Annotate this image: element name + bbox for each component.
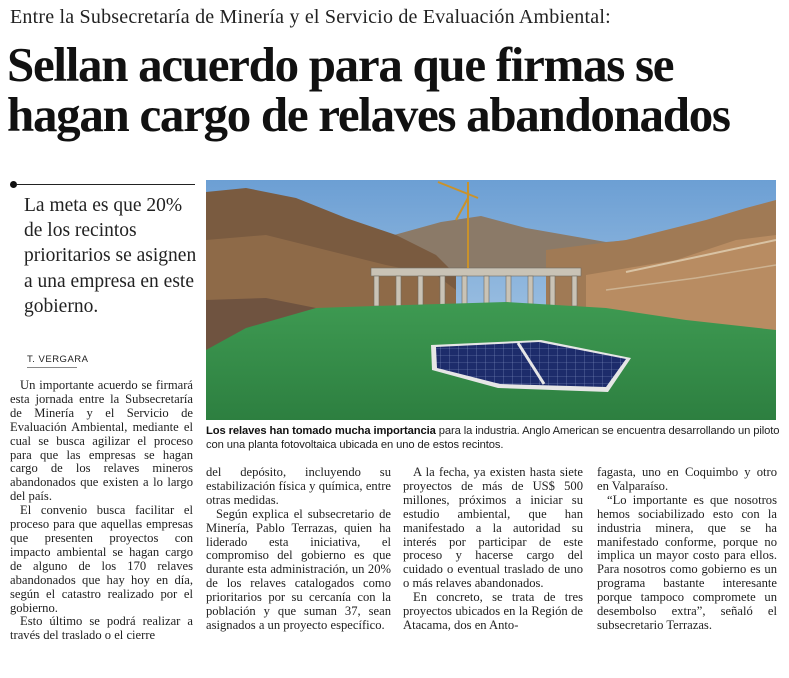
paragraph: Según explica el subsecretario de Minería, Pablo Terrazas, quien ha liderado esta iniciativa, el compromiso del gobierno es que durante esta administración, un 20% de los relaves catalogados como prioritarios por su cercanía con la población y que suman 37, sean asignados a un proyecto específico. — [206, 506, 391, 632]
paragraph: En concreto, se trata de tres proyectos ubicados en la Región de Atacama, dos en Anto- — [403, 590, 583, 632]
body-column-1 — [10, 379, 193, 643]
paragraph: del depósito, incluyendo su estabilización física y química, entre otras medidas. — [206, 465, 391, 507]
paragraph: Esto último se podrá realizar a través del traslado o el cierre — [10, 614, 193, 643]
paragraph: “Lo importante es que nosotros hemos sociabilizado esto con la industria minera, que se ha manifestado conforme, porque no implica un mayor costo para ellos. Para nosotros como gobierno es un programa bastante interesante porque tampoco compromete un desembolso extra”, señaló el subsecretario Terrazas. — [597, 492, 777, 632]
quote-bullet — [10, 181, 17, 188]
article-headline: Sellan acuerdo para que firmas se hagan cargo de relaves abandonados — [7, 37, 730, 142]
body-column-4 — [597, 466, 777, 633]
paragraph: Un importante acuerdo se firmará esta jornada entre la Subsecretaría de Minería y el Servicio de Evaluación Ambiental, mediante el cual se busca agilizar el proceso para que las empresas se hagan cargo de los relaves mineros abandonados que existen a lo largo del país. — [10, 378, 193, 504]
paragraph: fagasta, uno en Coquimbo y otro en Valparaíso. — [597, 465, 777, 493]
article-photo — [206, 180, 776, 420]
byline: T. VERGARA — [27, 354, 89, 365]
paragraph: El convenio busca facilitar el proceso para que aquellas empresas que presenten proyectos con impacto ambiental se hagan cargo de alguno de los 170 relaves abandonados que hay hoy en día, según el catastro realizado por el gobierno. — [10, 503, 193, 615]
photo-caption — [206, 424, 781, 453]
caption-lead: Los relaves han tomado mucha importancia — [206, 425, 436, 437]
article-kicker: Entre la Subsecretaría de Minería y el Servicio de Evaluación Ambiental: — [10, 6, 611, 28]
paragraph: A la fecha, ya existen hasta siete proyectos de más de US$ 500 millones, próximos a iniciar su estudio ambiental, que han manifestado a la autoridad su interés por participar de este proceso y hacerse cargo del cuidado o eventual traslado de uno o más relaves abandonados. — [403, 465, 583, 591]
byline-rule — [27, 367, 77, 368]
body-column-3 — [403, 466, 583, 633]
pull-quote: La meta es que 20% de los recintos prioritarios se asignen a una empresa en este gobierno. — [24, 195, 197, 317]
body-column-2 — [206, 466, 391, 633]
caption-text: para la industria. Anglo American se encuentra desarrollando un piloto con una planta fotovoltaica ubicada en uno de estos recintos. — [206, 425, 780, 452]
quote-rule — [17, 184, 195, 185]
